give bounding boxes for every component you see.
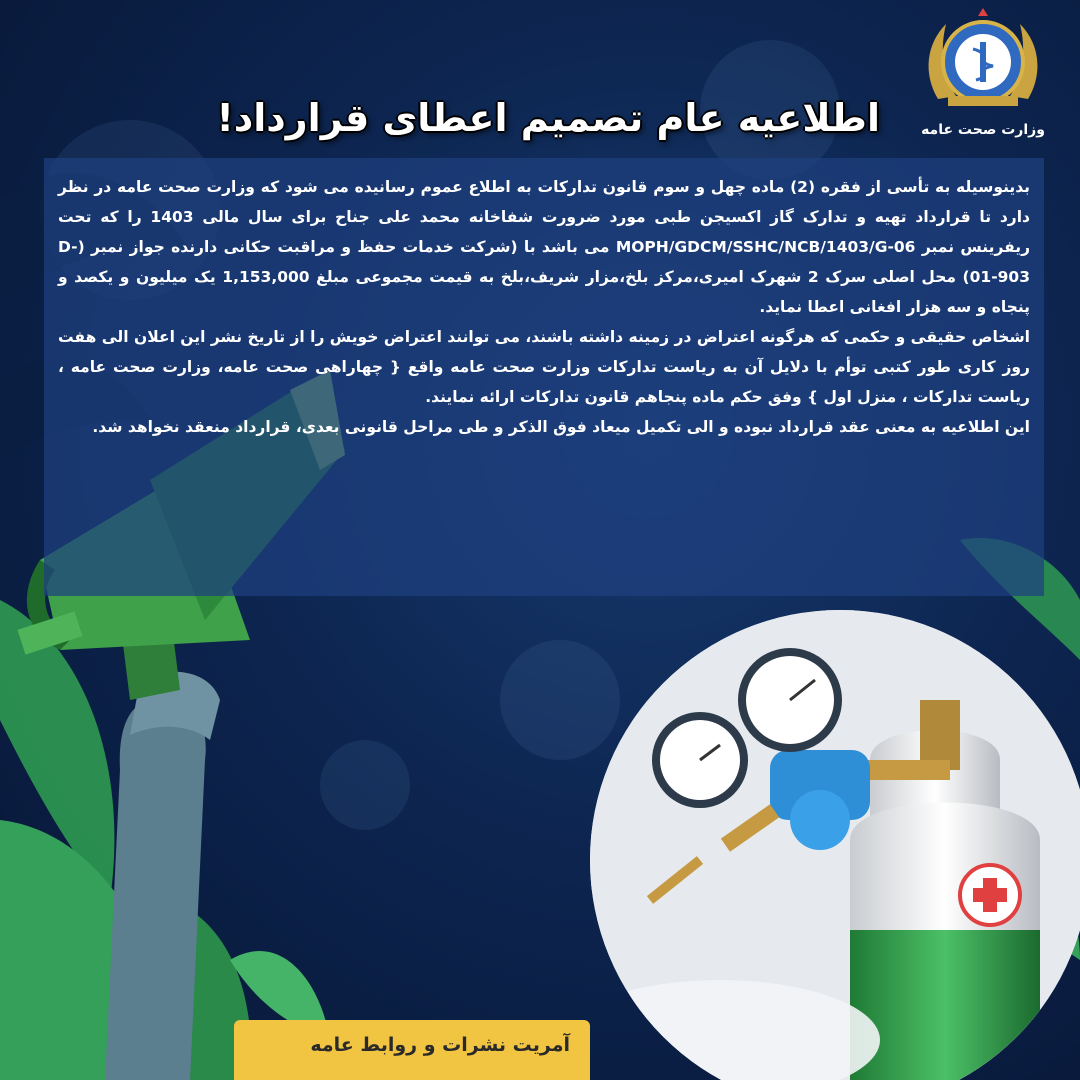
ministry-emblem [918,4,1048,140]
notice-paragraph: اشخاص حقیقی و حکمی که هرگونه اعتراض در زمینه داشته باشند، می توانند اعتراض خویش را از تاریخ نشر این اعلان الی هفت روز کاری طور کتبی توأم با دلایل آن به ریاست تدارکات وزارت صحت عامه واقع { چهاراهی صحت عامه، وزارت صحت عامه ، ریاست تدارکات ، منزل اول } وفق حکم ماده پنجاهم قانون تدارکات ارائه نمایند. [58,328,1030,406]
oxygen-cylinder-image [560,600,1080,1080]
footer-label: آمریت نشرات و روابط عامه [310,1034,570,1056]
footer-banner [234,1020,590,1080]
notice-paragraph: بدینوسیله به تأسی از فقره (2) ماده چهل و سوم قانون تدارکات به اطلاع عموم رسانیده می شود که وزارت صحت عامه در نظر دارد تا قرارداد تهیه و تدارک گاز اکسیجن طبی مورد ضرورت شفاخانه محمد علی جناح برای سال مالی 1403 را که تحت ریفرینس نمبر MOPH/GDCM/SSHC/NCB/1403/G-06 می باشد با (شرکت خدمات حفظ و مراقبت حکانی دارنده جواز نمبر (D-01-903) محل اصلی سرک 2 شهرک امیری،مرکز بلخ،مزار شریف،بلخ به قیمت مجموعی مبلغ 1,153,000 یک میلیون و یکصد و پنجاه و سه هزار افغانی اعطا نماید. [58,178,1030,316]
page-title: اطلاعیه عام تصمیم اعطای قرارداد! [216,96,880,140]
notice-panel [44,158,1044,596]
ministry-of-public-health-emblem-icon [918,4,1048,122]
ministry-label: وزارت صحت عامه [921,122,1045,138]
notice-paragraph: این اطلاعیه به معنی عقد قرارداد نبوده و الی تکمیل میعاد فوق الذکر و طی مراحل قانونی بعدی، قرارداد منعقد نخواهد شد. [92,418,1030,436]
